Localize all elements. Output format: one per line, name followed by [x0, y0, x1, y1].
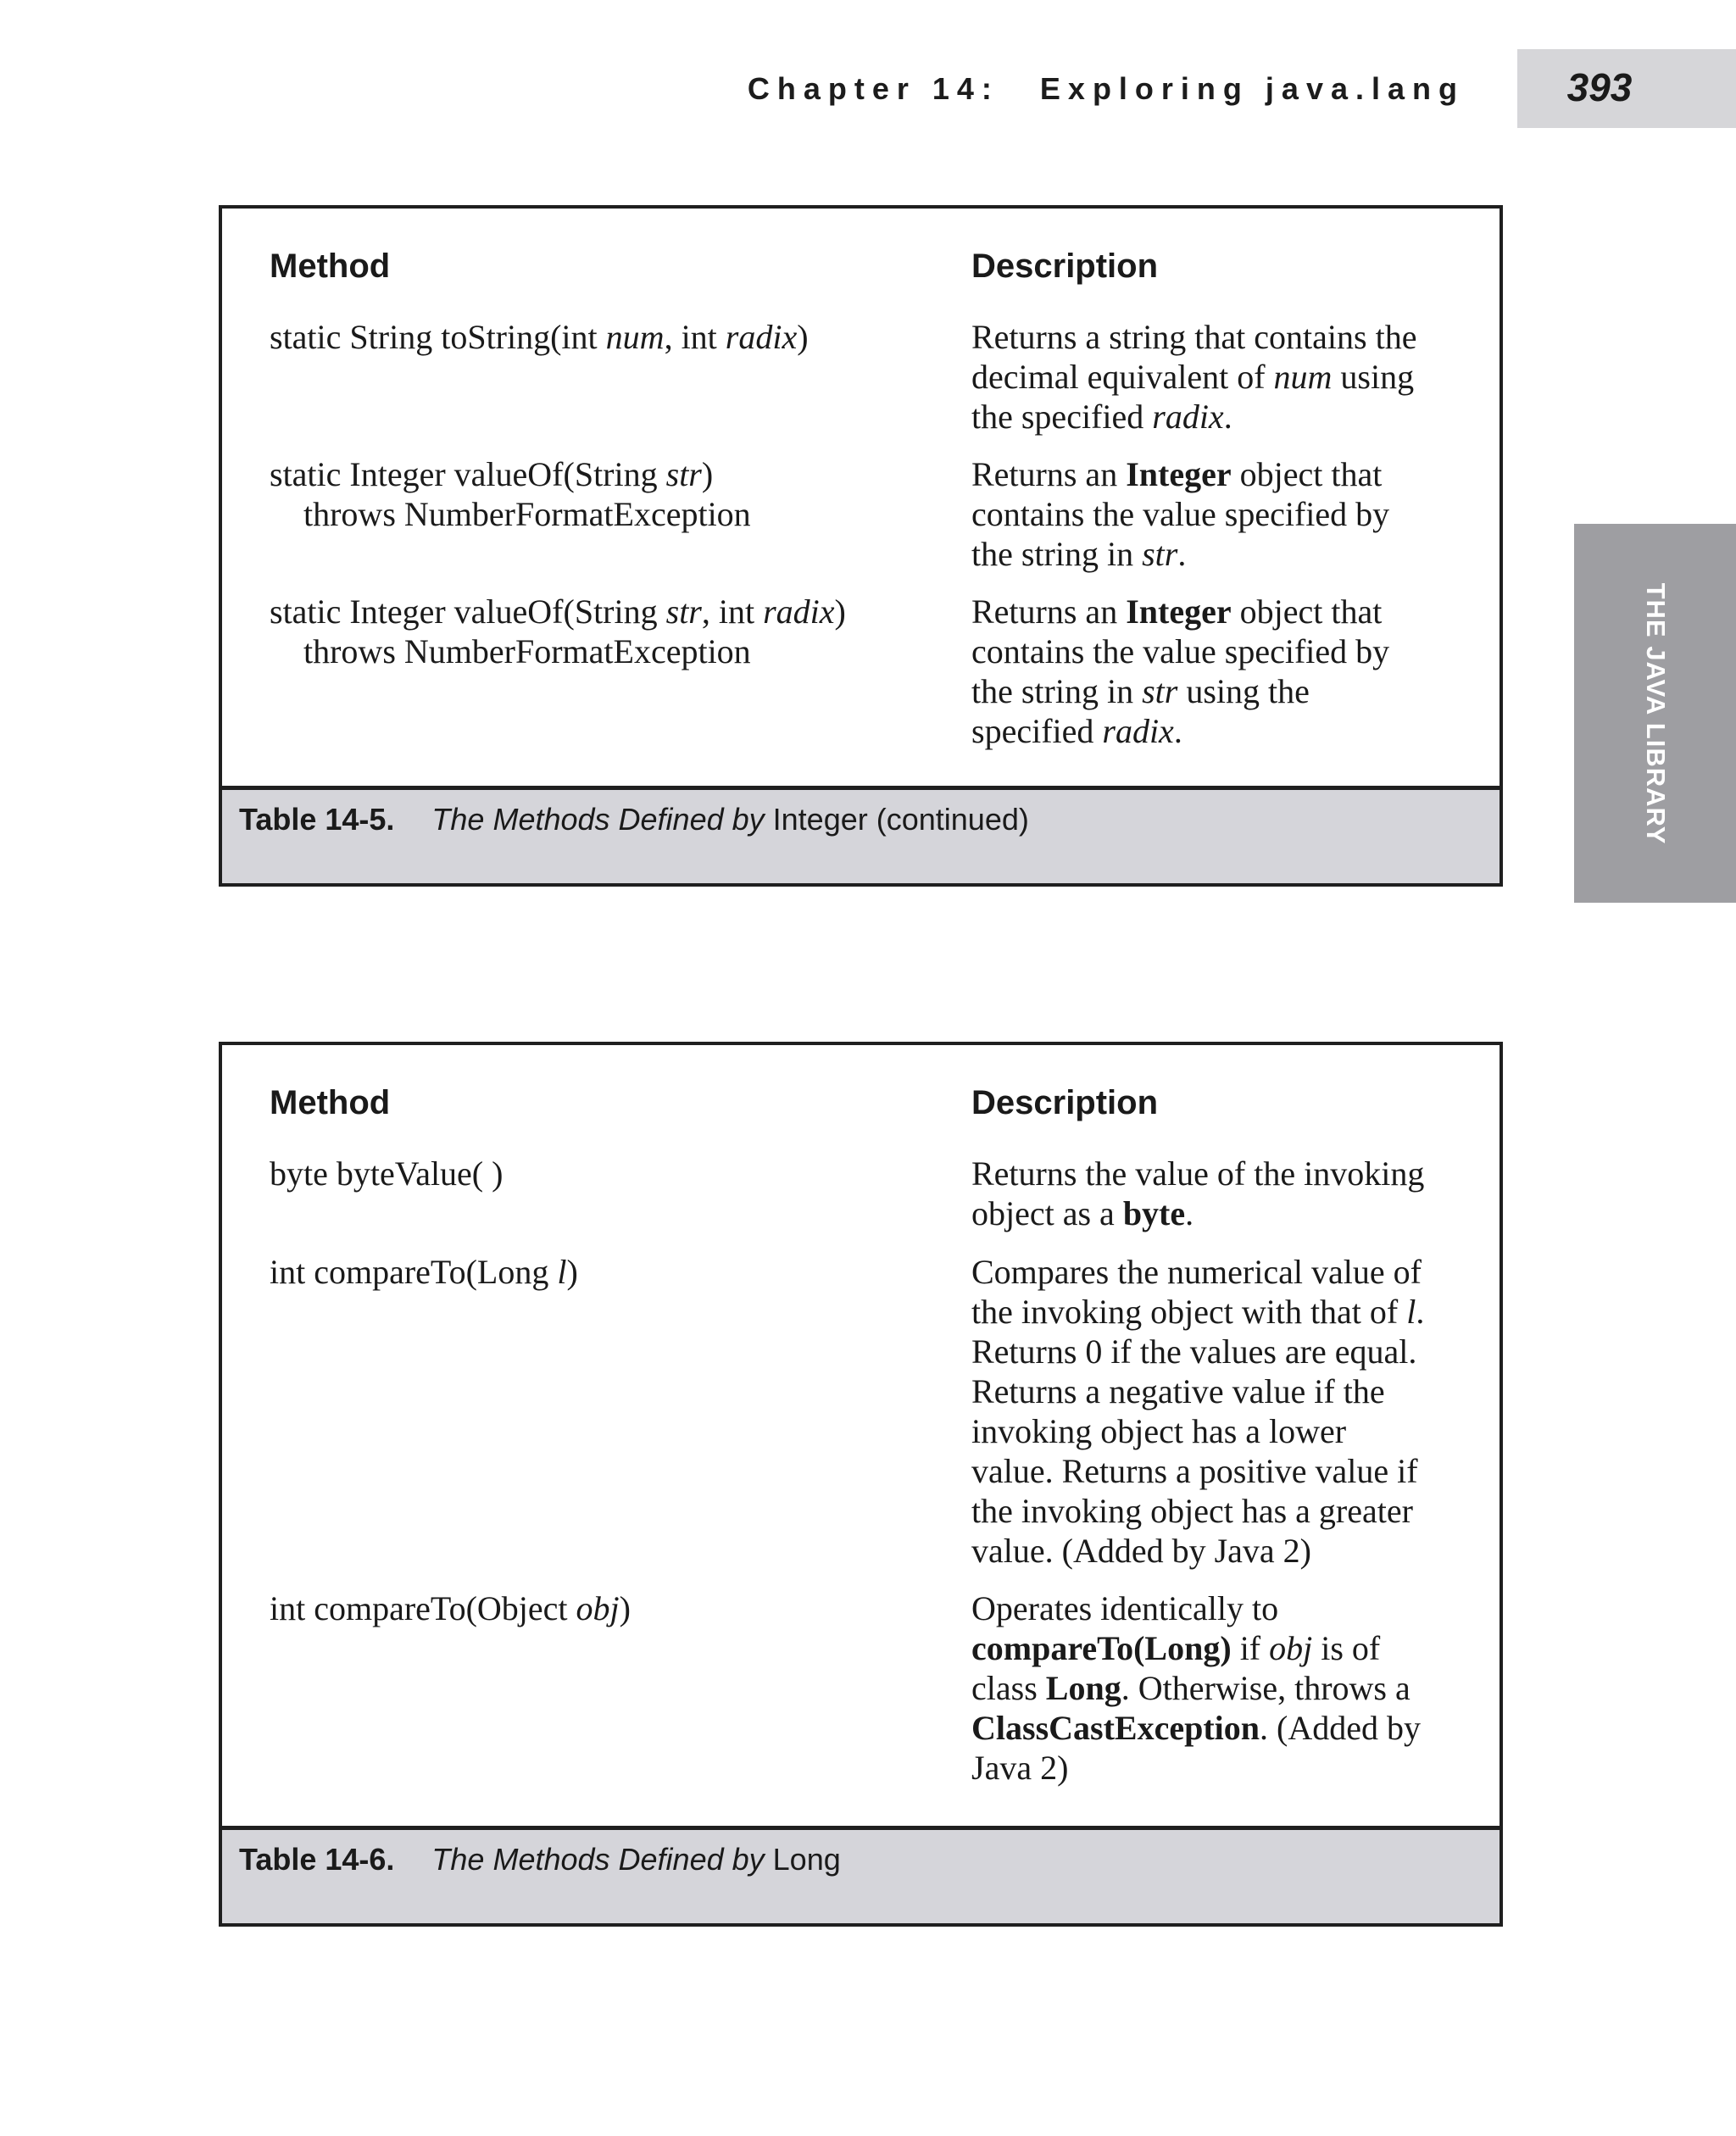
italic-term: obj — [1269, 1629, 1313, 1667]
text-run: object that — [1231, 455, 1383, 493]
caption-italic: The Methods Defined by — [431, 802, 765, 837]
text-run: specified — [971, 712, 1103, 750]
cell-line — [971, 1252, 1480, 1292]
column-header-method: Method — [270, 248, 391, 285]
text-run: static Integer valueOf(String — [270, 592, 666, 631]
cell-line — [971, 1668, 1480, 1708]
side-tab-label: THE JAVA LIBRARY — [1640, 582, 1671, 844]
cell-line — [971, 1154, 1480, 1193]
italic-term: str — [1142, 535, 1178, 573]
text-run: value. Returns a positive value if — [971, 1452, 1418, 1490]
italic-term: str — [1142, 672, 1178, 710]
text-run: Returns an — [971, 455, 1127, 493]
italic-term: l — [1406, 1293, 1416, 1331]
method-cell — [270, 317, 948, 357]
text-run: the string in — [971, 672, 1143, 710]
caption-label: Table 14-6. — [239, 1842, 395, 1877]
text-run: int compareTo(Object — [270, 1589, 576, 1627]
cell-line — [971, 1292, 1480, 1332]
caption-rest: Integer (continued) — [764, 802, 1029, 837]
text-run: using the — [1177, 672, 1310, 710]
description-cell — [971, 317, 1480, 437]
text-run: , int — [664, 318, 726, 356]
text-run: is of — [1312, 1629, 1381, 1667]
text-run: ) — [619, 1589, 631, 1627]
text-run: . — [1416, 1293, 1425, 1331]
text-run: Java 2) — [971, 1749, 1069, 1787]
chapter-label: Chapter 14: — [747, 71, 999, 106]
italic-term: str — [665, 455, 702, 493]
cell-line — [270, 454, 948, 494]
bold-term: compareTo(Long) — [971, 1629, 1232, 1667]
cell-line — [270, 1154, 948, 1193]
cell-line — [971, 1588, 1480, 1628]
cell-line — [971, 1371, 1480, 1411]
cell-line — [971, 1193, 1480, 1233]
column-header-method: Method — [270, 1084, 391, 1121]
text-run: ) — [797, 318, 809, 356]
text-run: Operates identically to — [971, 1589, 1279, 1627]
bold-term: byte — [1122, 1194, 1186, 1232]
method-cell — [270, 1252, 948, 1292]
cell-line — [971, 534, 1480, 574]
text-run: the string in — [971, 535, 1143, 573]
cell-line — [270, 592, 948, 631]
chapter-title: Exploring java.lang — [1039, 71, 1465, 106]
bold-term: ClassCastException — [971, 1709, 1260, 1747]
text-run: Compares the numerical value of — [971, 1253, 1422, 1291]
text-run: . — [1185, 1194, 1194, 1232]
italic-term: radix — [725, 318, 798, 356]
text-run: . — [1223, 398, 1232, 436]
methods-table-integer — [219, 205, 1503, 887]
text-run: static Integer valueOf(String — [270, 455, 666, 493]
text-run: Returns an — [971, 592, 1127, 631]
method-cell — [270, 1588, 948, 1628]
cell-line — [971, 592, 1480, 631]
text-run: . — [1177, 535, 1187, 573]
text-run: if — [1231, 1629, 1270, 1667]
table-caption-bar — [222, 1826, 1500, 1923]
italic-term: num — [605, 318, 665, 356]
text-run: Returns a string that contains the — [971, 318, 1417, 356]
cell-line — [971, 671, 1480, 711]
cell-line — [971, 1451, 1480, 1491]
cell-line — [971, 1748, 1480, 1788]
description-cell — [971, 1154, 1480, 1233]
text-run: the invoking object with that of — [971, 1293, 1407, 1331]
cell-line — [971, 711, 1480, 751]
running-head — [748, 71, 1465, 107]
description-cell — [971, 592, 1480, 751]
text-run: class — [971, 1669, 1046, 1707]
cell-line — [971, 494, 1480, 534]
italic-term: radix — [1152, 398, 1224, 436]
text-run: Returns a negative value if the — [971, 1372, 1385, 1410]
text-run: . — [1173, 712, 1182, 750]
text-run: the specified — [971, 398, 1153, 436]
cell-line — [971, 1491, 1480, 1531]
cell-line — [971, 1531, 1480, 1571]
cell-line — [270, 1588, 948, 1628]
text-run: byte byteValue( ) — [270, 1154, 504, 1193]
description-cell — [971, 1252, 1480, 1571]
italic-term: str — [665, 592, 702, 631]
italic-term: l — [557, 1253, 567, 1291]
text-run: , int — [701, 592, 764, 631]
text-run: ) — [566, 1253, 578, 1291]
cell-line — [971, 454, 1480, 494]
column-header-description: Description — [971, 248, 1159, 285]
text-run: decimal equivalent of — [971, 358, 1274, 396]
method-cell — [270, 1154, 948, 1193]
text-run: object that — [1231, 592, 1383, 631]
description-cell — [971, 454, 1480, 574]
cell-line — [971, 631, 1480, 671]
text-run: Returns 0 if the values are equal. — [971, 1332, 1417, 1371]
cell-line — [971, 357, 1480, 397]
text-run: int compareTo(Long — [270, 1253, 558, 1291]
italic-term: radix — [1102, 712, 1174, 750]
cell-line — [971, 1628, 1480, 1668]
text-run: . (Added by — [1260, 1709, 1421, 1747]
bold-term: Long — [1045, 1669, 1121, 1707]
table-caption-bar — [222, 786, 1500, 883]
bold-term: Integer — [1126, 455, 1232, 493]
bold-term: Integer — [1126, 592, 1232, 631]
text-run: Returns the value of the invoking — [971, 1154, 1425, 1193]
table-caption — [239, 802, 1029, 837]
cell-line — [971, 1708, 1480, 1748]
cell-line — [270, 631, 948, 671]
side-tab — [1574, 524, 1736, 903]
text-run: contains the value specified by — [971, 495, 1390, 533]
cell-line — [270, 1252, 948, 1292]
methods-table-long — [219, 1042, 1503, 1927]
text-run: the invoking object has a greater — [971, 1492, 1413, 1530]
caption-rest: Long — [764, 1842, 841, 1877]
cell-line — [971, 317, 1480, 357]
page-number: 393 — [1566, 65, 1633, 109]
description-cell — [971, 1588, 1480, 1788]
italic-term: num — [1273, 358, 1333, 396]
text-run: static String toString(int — [270, 318, 606, 356]
page-number-box — [1517, 49, 1736, 128]
caption-italic: The Methods Defined by — [431, 1842, 765, 1877]
text-run: using — [1332, 358, 1415, 396]
text-run: value. (Added by Java 2) — [971, 1532, 1311, 1570]
text-run: ) — [834, 592, 846, 631]
cell-line — [971, 397, 1480, 437]
text-run: ) — [701, 455, 714, 493]
column-header-description: Description — [971, 1084, 1159, 1121]
text-run: contains the value specified by — [971, 632, 1390, 670]
text-run: throws NumberFormatException — [303, 495, 751, 533]
italic-term: radix — [763, 592, 835, 631]
cell-line — [971, 1332, 1480, 1371]
table-caption — [239, 1842, 841, 1877]
method-cell — [270, 592, 948, 671]
italic-term: obj — [576, 1589, 620, 1627]
caption-label: Table 14-5. — [239, 802, 395, 837]
cell-line — [270, 317, 948, 357]
method-cell — [270, 454, 948, 534]
text-run: object as a — [971, 1194, 1123, 1232]
text-run: invoking object has a lower — [971, 1412, 1347, 1450]
cell-line — [971, 1411, 1480, 1451]
text-run: . Otherwise, throws a — [1121, 1669, 1410, 1707]
cell-line — [270, 494, 948, 534]
text-run: throws NumberFormatException — [303, 632, 751, 670]
